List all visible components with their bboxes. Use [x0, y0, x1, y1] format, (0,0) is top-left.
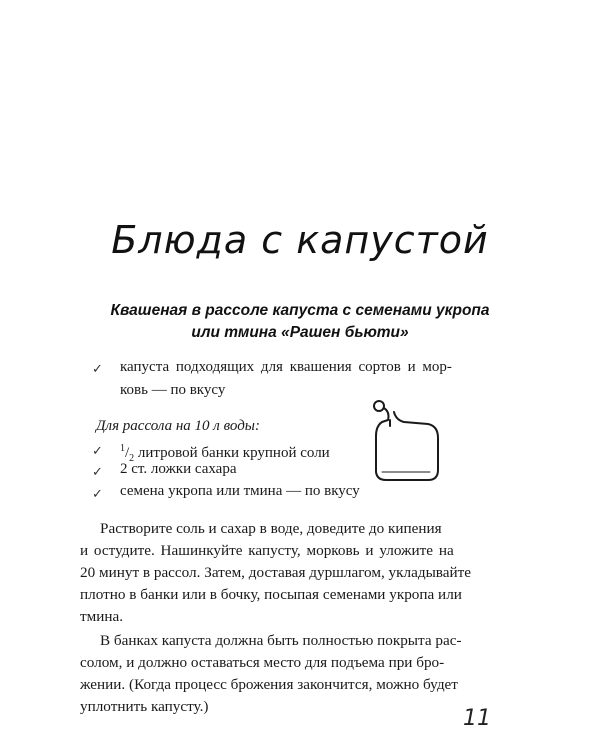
- page-number: 11: [463, 706, 491, 731]
- recipe-title: [90, 300, 510, 344]
- brine-item-3: семена укропа или тмина — по вкусу: [120, 483, 360, 499]
- paragraph-1-line-2: и остудите. Нашинкуйте капусту, морковь и уложите на: [80, 542, 454, 559]
- brine-item-1-text: литровой банки крупной соли: [137, 445, 330, 461]
- paragraph-1-line-5: тмина.: [80, 608, 124, 625]
- paragraph-1-line-4: плотно в банки или в бочку, посыпая семенами укропа или: [80, 586, 462, 603]
- fraction-denominator: 2: [129, 453, 135, 464]
- ingredient-main-line-2: ковь — по вкусу: [120, 382, 226, 398]
- brine-item-1: $^1/_2$ литровой банки крупной соли: [120, 443, 330, 464]
- paragraph-1-line-1: Растворите соль и сахар в воде, доведите до кипения: [100, 520, 442, 537]
- fraction-numerator: 1: [120, 443, 125, 454]
- ingredient-main-line-1: капуста подходящих для квашения сортов и мор-: [120, 359, 452, 375]
- paragraph-2-line-1: В банках капуста должна быть полностью покрыта рас-: [100, 632, 462, 649]
- paragraph-2-line-3: жении. (Когда процесс брожения закончится, можно будет: [80, 676, 458, 693]
- paragraph-1-line-3: 20 минут в рассол. Затем, доставая дуршлагом, укладывайте: [80, 564, 471, 581]
- recipe-title-line-1: Квашеная в рассоле капуста с семенами укропа: [110, 302, 490, 319]
- brine-item-2: 2 ст. ложки сахара: [120, 461, 237, 477]
- brine-title: Для рассола на 10 л воды:: [96, 418, 260, 434]
- check-icon: ✓: [92, 444, 103, 459]
- chapter-title: Блюда с капустой: [111, 218, 489, 262]
- recipe-title-line-2: или тмина «Рашен бьюти»: [191, 324, 409, 341]
- check-icon: ✓: [92, 362, 103, 377]
- paragraph-2-line-2: солом, и должно оставаться место для подъема при бро-: [80, 654, 445, 671]
- check-icon: ✓: [92, 487, 103, 502]
- paragraph-2-line-4: уплотнить капусту.): [80, 698, 209, 715]
- check-icon: ✓: [92, 465, 103, 480]
- cutting-board-icon: [368, 396, 448, 486]
